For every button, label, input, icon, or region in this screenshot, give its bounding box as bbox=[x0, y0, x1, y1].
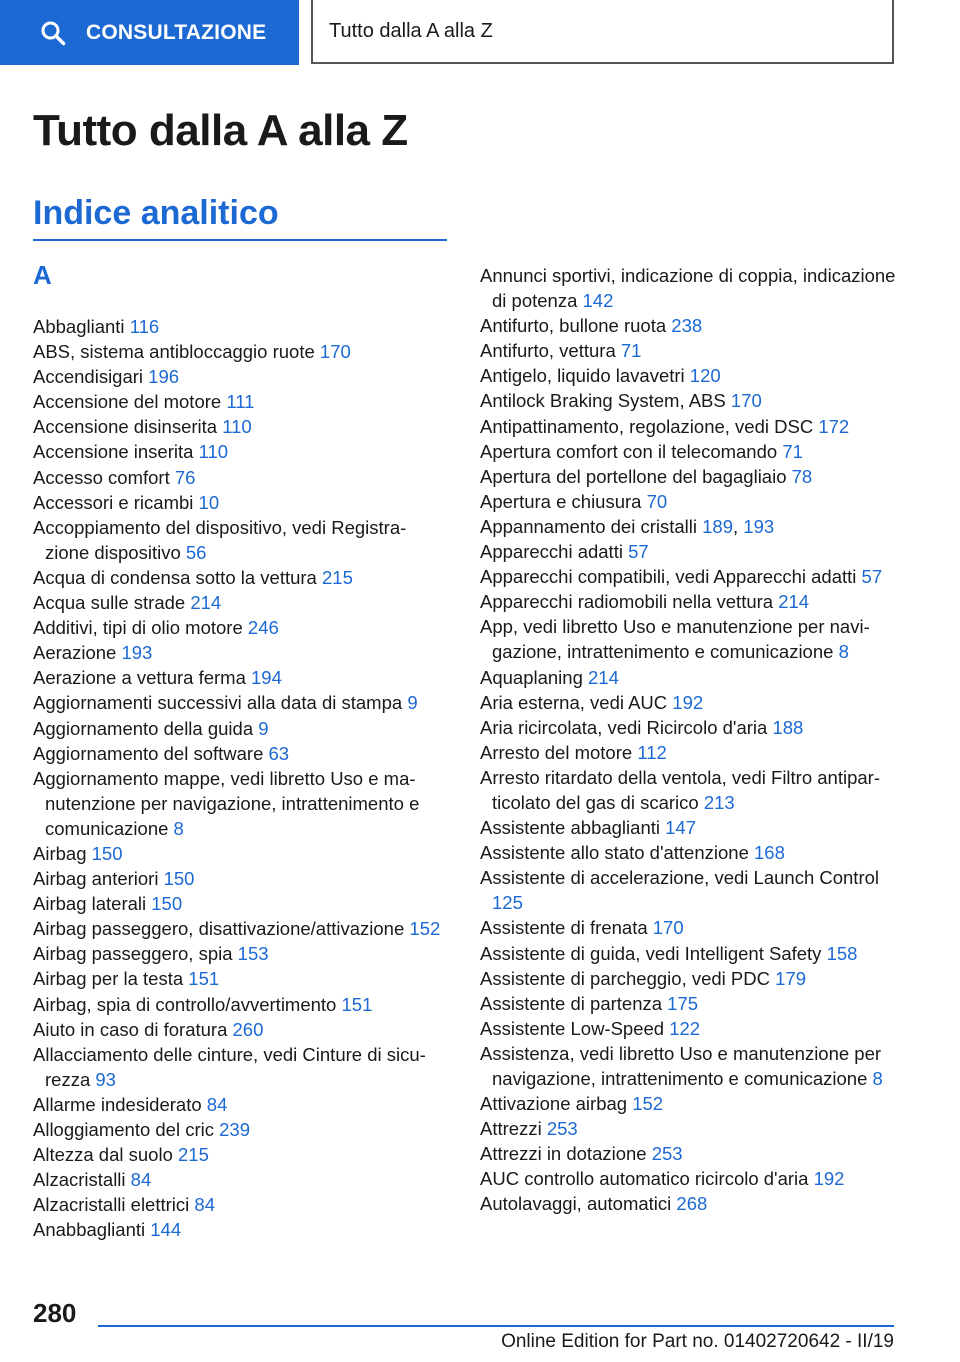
index-entry bbox=[480, 313, 900, 338]
index-entry-text: Assistente di partenza bbox=[480, 992, 663, 1014]
page-link[interactable]: 122 bbox=[669, 1017, 701, 1039]
page-link[interactable]: 152 bbox=[632, 1093, 664, 1115]
index-entry bbox=[33, 515, 443, 565]
page-link[interactable]: 93 bbox=[95, 1068, 116, 1090]
index-entry-text: Aerazione a vettura ferma bbox=[33, 667, 246, 689]
page-link[interactable]: 150 bbox=[163, 868, 195, 890]
index-entry-text: Allarme indesiderato bbox=[33, 1093, 202, 1115]
index-entry bbox=[33, 992, 443, 1017]
index-entry bbox=[33, 741, 443, 766]
index-entry bbox=[33, 1042, 443, 1092]
index-entry bbox=[480, 414, 900, 439]
page-link[interactable]: 84 bbox=[130, 1169, 152, 1191]
index-entry bbox=[480, 690, 900, 715]
page-link[interactable]: 188 bbox=[772, 716, 804, 738]
page-link[interactable]: 175 bbox=[667, 992, 699, 1014]
index-entry-text: AUC controllo automatico ricircolo d'aria bbox=[480, 1168, 809, 1190]
index-entry-text: Airbag laterali bbox=[33, 893, 147, 915]
index-entry bbox=[33, 1142, 443, 1167]
index-entry bbox=[33, 841, 443, 866]
index-entry bbox=[33, 590, 443, 615]
page-link[interactable]: 151 bbox=[341, 993, 373, 1015]
index-entry-text: Antipattinamento, regolazione, vedi DSC bbox=[480, 415, 814, 437]
page-link[interactable]: 214 bbox=[588, 666, 619, 688]
index-entry-text: Aiuto in caso di foratura bbox=[33, 1018, 228, 1040]
search-icon bbox=[40, 20, 66, 46]
page-link[interactable]: 189 bbox=[702, 515, 734, 537]
page-link[interactable]: 193 bbox=[743, 515, 775, 537]
index-entry bbox=[33, 339, 443, 364]
page-link[interactable]: 8 bbox=[173, 817, 184, 839]
index-entry bbox=[480, 991, 900, 1016]
page-link[interactable]: 110 bbox=[198, 441, 229, 463]
tab-label: CONSULTAZIONE bbox=[86, 20, 267, 44]
page-link[interactable]: 78 bbox=[791, 465, 813, 487]
index-entry-text: App, vedi libretto Uso e manutenzione per navigazione, intrattenimento e comunicazione bbox=[480, 616, 870, 663]
index-entry-text: Arresto ritardato della ventola, vedi Filtro antiparticolato del gas di scarico bbox=[480, 766, 881, 813]
index-entry-text: Aria esterna, vedi AUC bbox=[480, 691, 668, 713]
page-link[interactable]: 192 bbox=[813, 1168, 845, 1190]
index-entry bbox=[480, 840, 900, 865]
index-entry-text: Airbag per la testa bbox=[33, 968, 184, 990]
index-entry-text: Airbag, spia di controllo/avvertimento bbox=[33, 993, 337, 1015]
index-entry bbox=[33, 465, 443, 490]
index-entry bbox=[480, 589, 900, 614]
index-entry bbox=[480, 915, 900, 940]
page-link[interactable]: 193 bbox=[121, 642, 153, 664]
index-entry bbox=[33, 1217, 443, 1242]
index-entry-text: Attivazione airbag bbox=[480, 1093, 628, 1115]
index-entry-text: Aggiornamento mappe, vedi libretto Uso e manutenzione per navigazione, intrattenimento e comunicazione bbox=[33, 767, 420, 839]
page-link[interactable]: 84 bbox=[194, 1194, 215, 1216]
page-link[interactable]: 9 bbox=[407, 692, 418, 714]
index-entry bbox=[480, 1191, 900, 1216]
page-link[interactable]: 71 bbox=[620, 340, 642, 362]
footer-edition-text: Online Edition for Part no. 01402720642 - II/19 bbox=[501, 1331, 894, 1352]
page-link[interactable]: 110 bbox=[222, 416, 252, 438]
index-column-right bbox=[480, 263, 900, 1217]
index-entry-text: Apparecchi compatibili, vedi Apparecchi adatti bbox=[480, 566, 857, 588]
page-link[interactable]: 215 bbox=[322, 566, 353, 588]
index-entry-text: Accesso comfort bbox=[33, 466, 170, 488]
page-link[interactable]: 111 bbox=[226, 391, 255, 413]
index-entry bbox=[33, 941, 443, 966]
index-entry: Appannamento dei cristalli 189, 193 bbox=[480, 515, 775, 537]
page-link[interactable]: 168 bbox=[754, 842, 785, 864]
index-entry-text: Assistenza, vedi libretto Uso e manutenzione per navigazione, intrattenimento e comunicazione bbox=[480, 1042, 882, 1089]
index-column-left bbox=[33, 314, 443, 1242]
breadcrumb[interactable] bbox=[311, 0, 894, 64]
page-link[interactable]: 172 bbox=[818, 415, 850, 437]
page-link[interactable]: 116 bbox=[129, 316, 160, 337]
index-entry bbox=[33, 766, 443, 841]
page-link[interactable]: 125 bbox=[492, 892, 523, 914]
index-entry bbox=[480, 1091, 900, 1116]
index-entry-text: Accoppiamento del dispositivo, vedi Registrazione dispositivo bbox=[33, 516, 407, 563]
index-entry-text: Apparecchi adatti bbox=[480, 541, 623, 563]
page-link[interactable]: 253 bbox=[651, 1143, 683, 1165]
index-entry-text: Accessori e ricambi bbox=[33, 491, 194, 513]
page-link[interactable]: 76 bbox=[174, 466, 196, 488]
page-link[interactable]: 215 bbox=[178, 1144, 209, 1166]
page-link[interactable]: 57 bbox=[628, 541, 649, 563]
index-entry-text: Assistente Low-Speed bbox=[480, 1017, 665, 1039]
index-entry bbox=[33, 665, 443, 690]
index-entry bbox=[480, 865, 900, 915]
index-entry bbox=[480, 665, 900, 690]
page-link[interactable]: 144 bbox=[150, 1219, 182, 1241]
index-entry bbox=[480, 966, 900, 991]
index-entry bbox=[480, 1116, 900, 1141]
index-entry bbox=[33, 490, 443, 515]
index-entry-text: Additivi, tipi di olio motore bbox=[33, 617, 243, 639]
index-entry-text: Abbaglianti bbox=[33, 316, 125, 337]
index-entry bbox=[480, 614, 900, 664]
index-entry-text: Aquaplaning bbox=[480, 666, 583, 688]
index-entry-text: Attrezzi bbox=[480, 1118, 542, 1140]
index-entry bbox=[33, 690, 443, 715]
index-entry-text: ABS, sistema antibloccaggio ruote bbox=[33, 341, 315, 363]
index-entry bbox=[33, 966, 443, 991]
index-entry bbox=[33, 716, 443, 741]
index-entry-text: Antifurto, bullone ruota bbox=[480, 315, 667, 337]
page-link[interactable]: 253 bbox=[546, 1118, 578, 1140]
page-link[interactable]: 153 bbox=[237, 943, 269, 965]
page-link[interactable]: 150 bbox=[151, 893, 183, 915]
index-entry-text: Antifurto, vettura bbox=[480, 340, 616, 362]
index-entry-text: Acqua di condensa sotto la vettura bbox=[33, 566, 317, 588]
index-entry bbox=[480, 715, 900, 740]
page-link[interactable]: 214 bbox=[190, 592, 222, 614]
index-entry bbox=[33, 615, 443, 640]
index-entry-text: Apertura comfort con il telecomando bbox=[480, 440, 778, 462]
index-entry-text: Apertura del portellone del bagagliaio bbox=[480, 465, 787, 487]
index-entry-text: Airbag passeggero, disattivazione/attivazione bbox=[33, 918, 405, 940]
page-link[interactable]: 112 bbox=[637, 741, 667, 763]
page-link[interactable]: 63 bbox=[268, 742, 290, 764]
index-entry-text: Airbag passeggero, spia bbox=[33, 943, 233, 965]
index-entry-text: Antigelo, liquido lavavetri bbox=[480, 365, 685, 387]
consultazione-tab[interactable] bbox=[0, 0, 299, 65]
index-entry-text: Annunci sportivi, indicazione di coppia, indicazione di potenza bbox=[480, 265, 896, 312]
index-entry-text: Alzacristalli elettrici bbox=[33, 1194, 190, 1216]
index-entry bbox=[33, 414, 443, 439]
index-entry-text: Antilock Braking System, ABS bbox=[480, 390, 726, 412]
breadcrumb-label: Tutto dalla A alla Z bbox=[329, 19, 493, 42]
index-entry bbox=[480, 1041, 900, 1091]
page-link[interactable]: 214 bbox=[778, 591, 810, 613]
index-entry-text: Assistente abbaglianti bbox=[480, 817, 660, 839]
index-entry-text: Accensione del motore bbox=[33, 391, 222, 413]
index-entry-text: Apparecchi radiomobili nella vettura bbox=[480, 591, 774, 613]
index-entry bbox=[33, 1017, 443, 1042]
index-entry bbox=[480, 564, 900, 589]
index-entry-text: Acqua sulle strade bbox=[33, 592, 186, 614]
page-link[interactable]: 268 bbox=[676, 1193, 708, 1215]
index-entry-text: Assistente allo stato d'attenzione bbox=[480, 842, 749, 864]
index-entry-text: Aerazione bbox=[33, 642, 117, 664]
index-entry-text: Altezza dal suolo bbox=[33, 1144, 173, 1166]
index-entry bbox=[480, 539, 900, 564]
page-link[interactable]: 246 bbox=[247, 617, 279, 639]
index-entry bbox=[33, 1092, 443, 1117]
page-link[interactable]: 170 bbox=[319, 341, 351, 363]
page-link[interactable]: 196 bbox=[148, 366, 180, 388]
index-entry-text: Anabbaglianti bbox=[33, 1219, 146, 1241]
index-entry-text: Airbag anteriori bbox=[33, 868, 159, 890]
index-entry bbox=[480, 765, 900, 815]
index-entry bbox=[480, 1141, 900, 1166]
section-title: Indice analitico bbox=[33, 194, 279, 232]
index-entry-text: Assistente di frenata bbox=[480, 917, 648, 939]
index-entry bbox=[480, 388, 900, 413]
page-link[interactable]: 170 bbox=[652, 917, 684, 939]
index-entry-text: Attrezzi in dotazione bbox=[480, 1143, 647, 1165]
page-link[interactable]: 170 bbox=[730, 390, 762, 412]
index-letter: A bbox=[33, 260, 52, 290]
index-entry bbox=[33, 1167, 443, 1192]
page-link[interactable]: 71 bbox=[782, 440, 803, 462]
page-link[interactable]: 8 bbox=[838, 641, 849, 663]
index-entry-text: Apertura e chiusura bbox=[480, 490, 642, 512]
index-entry bbox=[33, 1192, 443, 1217]
page-title: Tutto dalla A alla Z bbox=[33, 106, 408, 155]
index-entry bbox=[33, 866, 443, 891]
index-entry-text: Assistente di parcheggio, vedi PDC bbox=[480, 967, 770, 989]
page-link[interactable]: 239 bbox=[219, 1119, 250, 1140]
index-entry bbox=[480, 464, 900, 489]
page-link[interactable]: 147 bbox=[665, 817, 696, 839]
index-entry-text: Accensione inserita bbox=[33, 441, 194, 463]
index-entry-text: Aria ricircolata, vedi Ricircolo d'aria bbox=[480, 716, 768, 738]
footer-divider bbox=[98, 1325, 894, 1327]
index-entry bbox=[33, 439, 443, 464]
page-link[interactable]: 194 bbox=[251, 667, 282, 689]
index-entry bbox=[33, 565, 443, 590]
index-entry bbox=[480, 338, 900, 363]
index-entry bbox=[33, 314, 443, 339]
index-entry bbox=[480, 363, 900, 388]
page-link[interactable]: 70 bbox=[646, 490, 668, 512]
page-link[interactable]: 158 bbox=[826, 942, 858, 964]
page-link[interactable]: 57 bbox=[861, 566, 883, 588]
page-link[interactable]: 260 bbox=[232, 1018, 264, 1040]
page-link[interactable]: 152 bbox=[409, 918, 441, 940]
page-link[interactable]: 8 bbox=[872, 1068, 883, 1089]
index-entry-text: Aggiornamento della guida bbox=[33, 717, 254, 739]
page-link[interactable]: 10 bbox=[198, 491, 220, 513]
index-entry bbox=[480, 439, 900, 464]
index-entry bbox=[480, 1166, 900, 1191]
index-entry-text: Allacciamento delle cinture, vedi Cinture di sicurezza bbox=[33, 1043, 426, 1090]
index-entry-text: Aggiornamento del software bbox=[33, 742, 264, 764]
page-link[interactable]: 56 bbox=[185, 541, 207, 563]
page-link[interactable]: 120 bbox=[689, 365, 721, 387]
index-entry-text: Appannamento dei cristalli bbox=[480, 515, 697, 537]
page-link[interactable]: 150 bbox=[91, 842, 123, 864]
index-entry bbox=[480, 263, 900, 313]
index-entry bbox=[33, 891, 443, 916]
page-link[interactable]: 213 bbox=[703, 791, 735, 813]
index-entry-text: Assistente di guida, vedi Intelligent Safety bbox=[480, 942, 822, 964]
section-divider bbox=[33, 239, 447, 241]
index-entry-text: Autolavaggi, automatici bbox=[480, 1193, 672, 1215]
page-link[interactable]: 84 bbox=[206, 1093, 228, 1115]
page-link[interactable]: 151 bbox=[188, 968, 220, 990]
index-entry-text: Airbag bbox=[33, 842, 87, 864]
page-link[interactable]: 192 bbox=[672, 691, 704, 713]
index-entry bbox=[480, 489, 900, 514]
page-link[interactable]: 238 bbox=[671, 315, 703, 337]
index-entry-text: Assistente di accelerazione, vedi Launch Control bbox=[480, 867, 880, 889]
page-number: 280 bbox=[33, 1298, 77, 1328]
index-entry-text: Alloggiamento del cric bbox=[33, 1119, 214, 1140]
page-link[interactable]: 142 bbox=[582, 290, 614, 312]
index-entry-text: Arresto del motore bbox=[480, 741, 633, 763]
index-entry-text: Alzacristalli bbox=[33, 1169, 126, 1191]
index-entry bbox=[33, 1117, 443, 1142]
index-entry bbox=[480, 815, 900, 840]
index-entry bbox=[33, 640, 443, 665]
index-entry bbox=[33, 916, 443, 941]
index-entry bbox=[480, 740, 900, 765]
index-entry-text: Aggiornamenti successivi alla data di stampa bbox=[33, 692, 403, 714]
index-entry bbox=[480, 941, 900, 966]
index-entry bbox=[480, 1016, 900, 1041]
index-entry bbox=[33, 364, 443, 389]
page-link[interactable]: 9 bbox=[258, 717, 269, 739]
index-entry-text: Accensione disinserita bbox=[33, 416, 218, 438]
index-entry bbox=[33, 389, 443, 414]
page-link[interactable]: 179 bbox=[775, 967, 806, 989]
index-entry-text: Accendisigari bbox=[33, 366, 144, 388]
